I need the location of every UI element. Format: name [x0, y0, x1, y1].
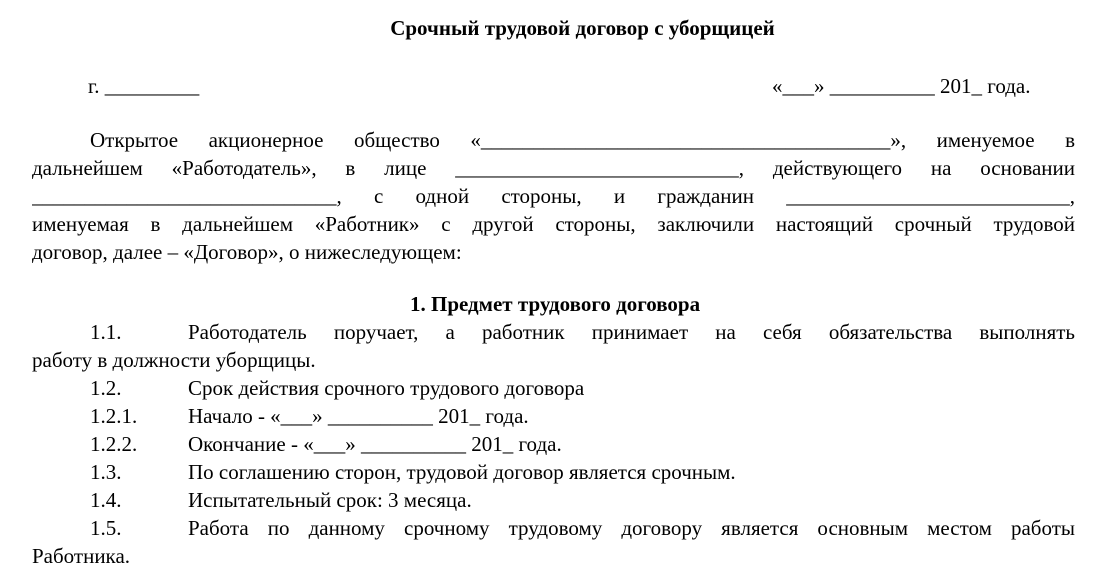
item-number: 1.4.	[90, 488, 122, 512]
item-number: 1.3.	[90, 460, 122, 484]
preamble-line-1: Открытое акционерное общество «_______________________________________», именуемое в	[90, 128, 1075, 152]
item-text: Испытательный срок: 3 месяца.	[188, 488, 472, 512]
item-text: Начало - «___» __________ 201_ года.	[188, 404, 529, 428]
item-number: 1.2.	[90, 376, 122, 400]
item-text: Работа по данному срочному трудовому договору является основным местом работы	[188, 516, 1075, 540]
date-line: «___» __________ 201_ года.	[772, 74, 1031, 98]
place-line: г. _________	[88, 74, 200, 98]
item-text: Работодатель поручает, а работник принимает на себя обязательства выполнять	[188, 320, 1075, 344]
preamble-line-4: именуемая в дальнейшем «Работник» с другой стороны, заключили настоящий срочный трудовой	[32, 212, 1075, 236]
preamble-line-2: дальнейшем «Работодатель», в лице ___________________________, действующего на основании	[32, 156, 1075, 180]
preamble-line-3: _____________________________, с одной стороны, и гражданин ___________________________,	[32, 184, 1075, 208]
item-number: 1.2.1.	[90, 404, 138, 428]
item-number: 1.2.2.	[90, 432, 138, 456]
item-number: 1.5.	[90, 516, 122, 540]
preamble-line-5: договор, далее – «Договор», о нижеследующем:	[32, 240, 462, 264]
item-text-continuation: Работника.	[32, 544, 131, 568]
item-number: 1.1.	[90, 320, 122, 344]
item-text: Срок действия срочного трудового договора	[188, 376, 585, 400]
item-text: Окончание - «___» __________ 201_ года.	[188, 432, 562, 456]
section-1-title: 1. Предмет трудового договора	[410, 292, 701, 316]
item-text: По соглашению сторон, трудовой договор является срочным.	[188, 460, 736, 484]
document-title: Срочный трудовой договор с уборщицей	[390, 16, 775, 40]
item-text-continuation: работу в должности уборщицы.	[32, 348, 316, 372]
